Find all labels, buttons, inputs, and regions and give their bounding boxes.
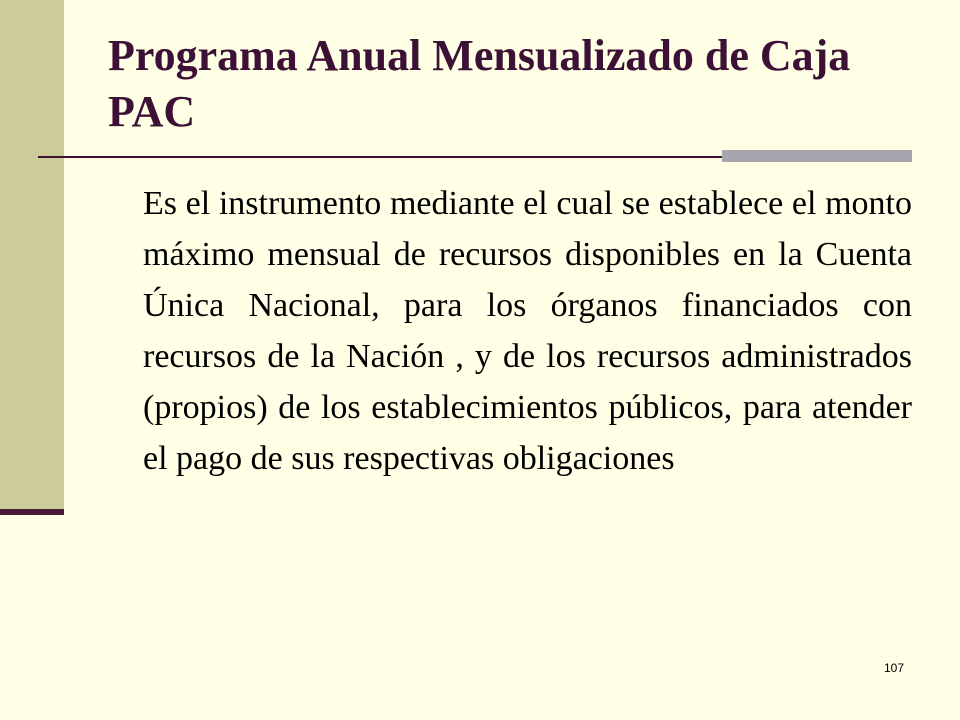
slide-body-text: Es el instrumento mediante el cual se establece el monto máximo mensual de recursos disponibles en la Cuenta Única Nacional, para los órganos financiados con recursos de la Nación , y de los recursos administrados (propios) de los establecimientos públicos, para atender el pago de sus respectivas obligaciones xyxy=(143,185,912,477)
left-accent-bar xyxy=(0,509,64,515)
title-divider-accent xyxy=(722,150,912,162)
page-number: 107 xyxy=(883,661,904,675)
left-decorative-band xyxy=(0,0,64,510)
slide-title: Programa Anual Mensualizado de Caja PAC xyxy=(108,31,851,136)
